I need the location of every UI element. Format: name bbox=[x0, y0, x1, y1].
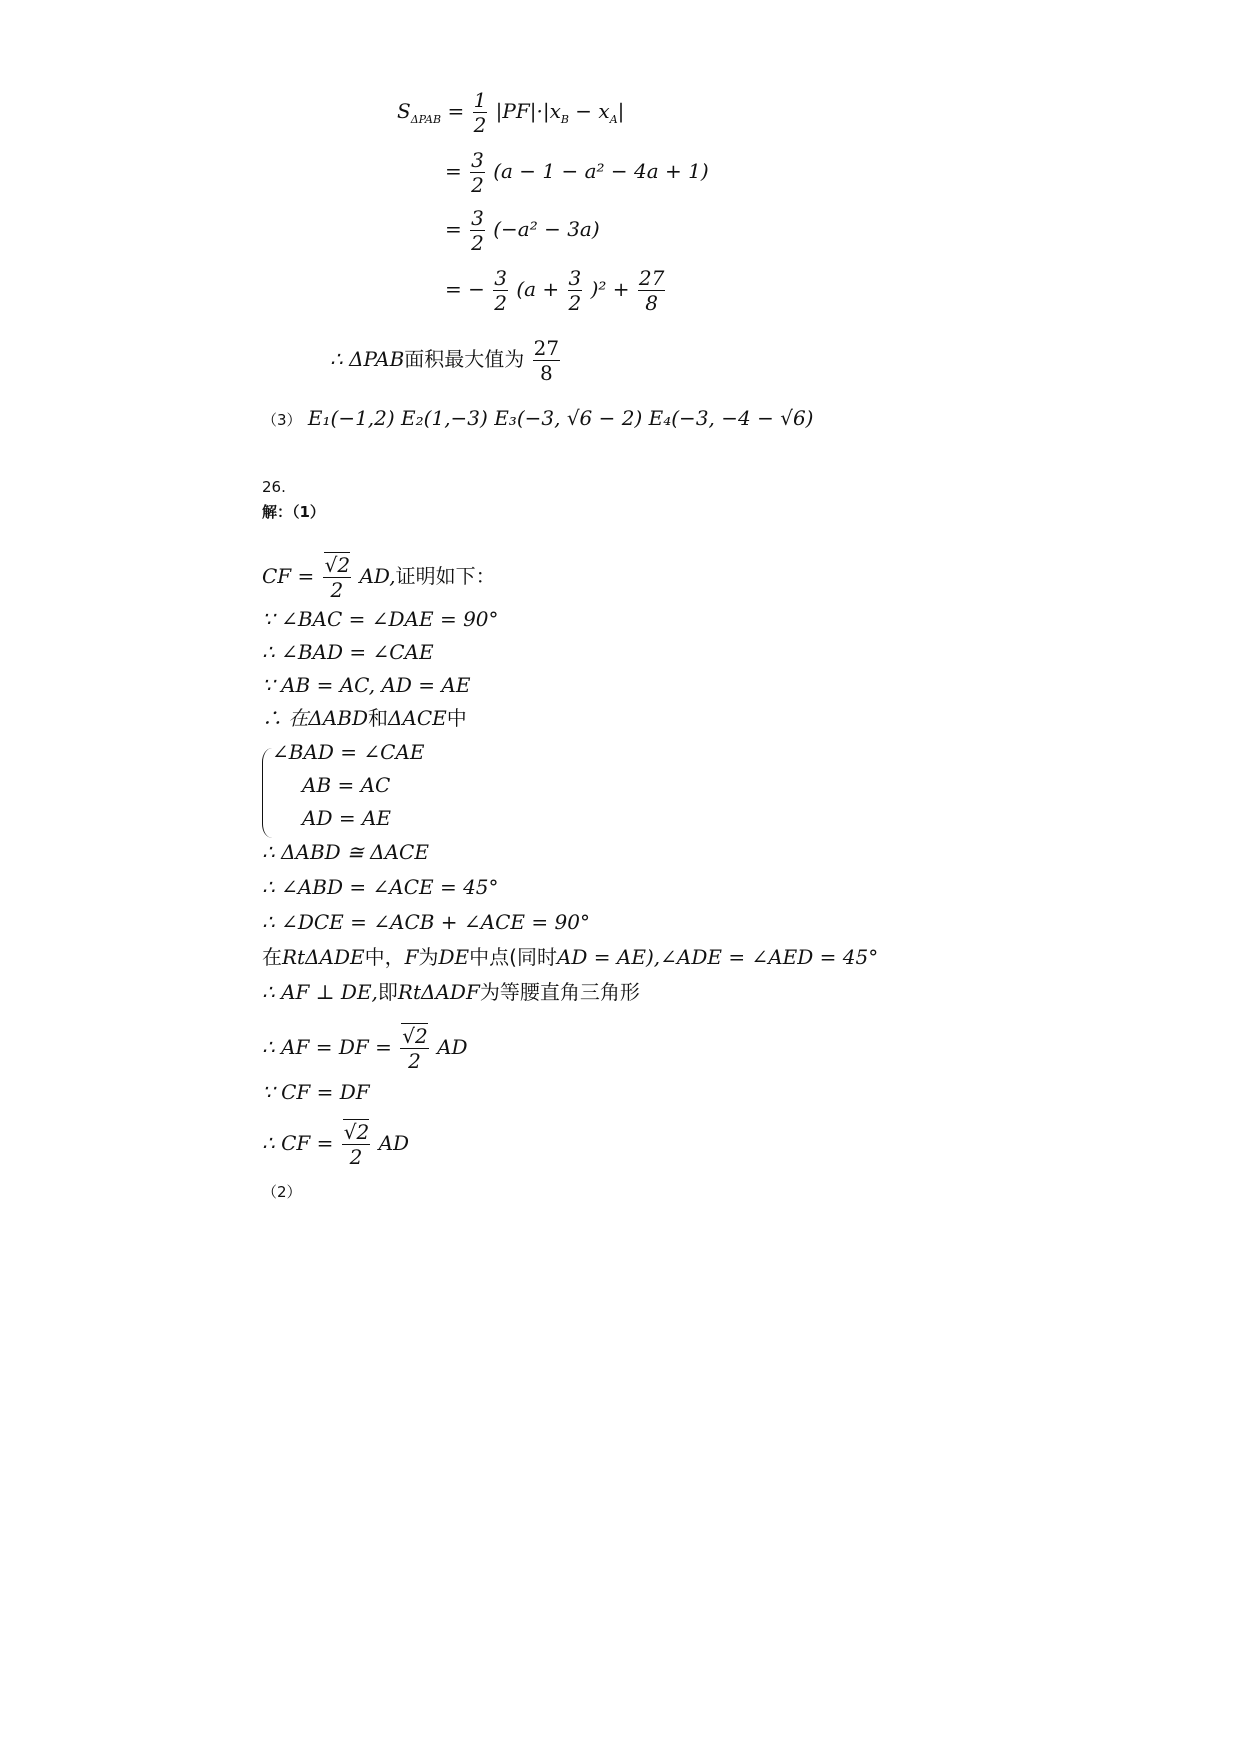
question-number: 26. bbox=[262, 478, 286, 496]
part3-answers: （3） E₁(−1,2) E₂(1,−3) E₃(−3, √6 − 2) E₄(−3, −4 − √6) bbox=[262, 406, 814, 430]
proof-step-10: ∴ AF = DF = $\frac{√2}{2}$ AD bbox=[262, 1024, 468, 1073]
proof-step-12: ∴ CF = $\frac{√2}{2}$ AD bbox=[262, 1120, 410, 1169]
area-formula-line-2: = $\frac{3}{2}$ (a − 1 − a² − 4a + 1) bbox=[445, 148, 709, 197]
system-line-2: AB = AC bbox=[302, 773, 391, 797]
area-formula-line-4: = − $\frac{3}{2}$ (a + $\frac{3}{2}$ )² + $\frac{27}{8}$ bbox=[445, 266, 665, 315]
system-line-3: AD = AE bbox=[302, 806, 391, 830]
area-formula-line-1: $S_{\Delta PAB}$ = $\frac{1}{2}$ $|PF|\cdot|x_B - x_A|$ bbox=[397, 88, 625, 137]
proof-step-6: ∴ ∠ABD = ∠ACE = 45° bbox=[262, 875, 499, 899]
claim-line: CF = $\frac{√2}{2}$ AD,证明如下： bbox=[262, 553, 496, 602]
area-formula-line-3: = $\frac{3}{2}$ (−a² − 3a) bbox=[445, 206, 600, 255]
proof-step-1: ∵ ∠BAC = ∠DAE = 90° bbox=[262, 607, 499, 631]
proof-step-7: ∴ ∠DCE = ∠ACB + ∠ACE = 90° bbox=[262, 910, 590, 934]
proof-step-8: 在RtΔADE中，F为DE中点(同时AD = AE),∠ADE = ∠AED = 45° bbox=[262, 945, 879, 969]
system-line-1: ∠BAD = ∠CAE bbox=[272, 740, 425, 764]
proof-step-4: ∴ 在ΔABD和ΔACE中 bbox=[262, 706, 467, 730]
part2-label: （2） bbox=[262, 1183, 302, 1201]
proof-step-2: ∴ ∠BAD = ∠CAE bbox=[262, 640, 434, 664]
solution-label: 解：（1） bbox=[262, 503, 325, 521]
proof-step-9: ∴ AF ⊥ DE,即RtΔADF为等腰直角三角形 bbox=[262, 980, 640, 1004]
proof-step-5: ∴ ΔABD ≅ ΔACE bbox=[262, 840, 429, 864]
proof-step-11: ∵ CF = DF bbox=[262, 1080, 370, 1104]
proof-step-3: ∵ AB = AC, AD = AE bbox=[262, 673, 471, 697]
max-area-conclusion: ∴ ΔPAB面积最大值为 $\frac{27}{8}$ bbox=[330, 336, 560, 385]
